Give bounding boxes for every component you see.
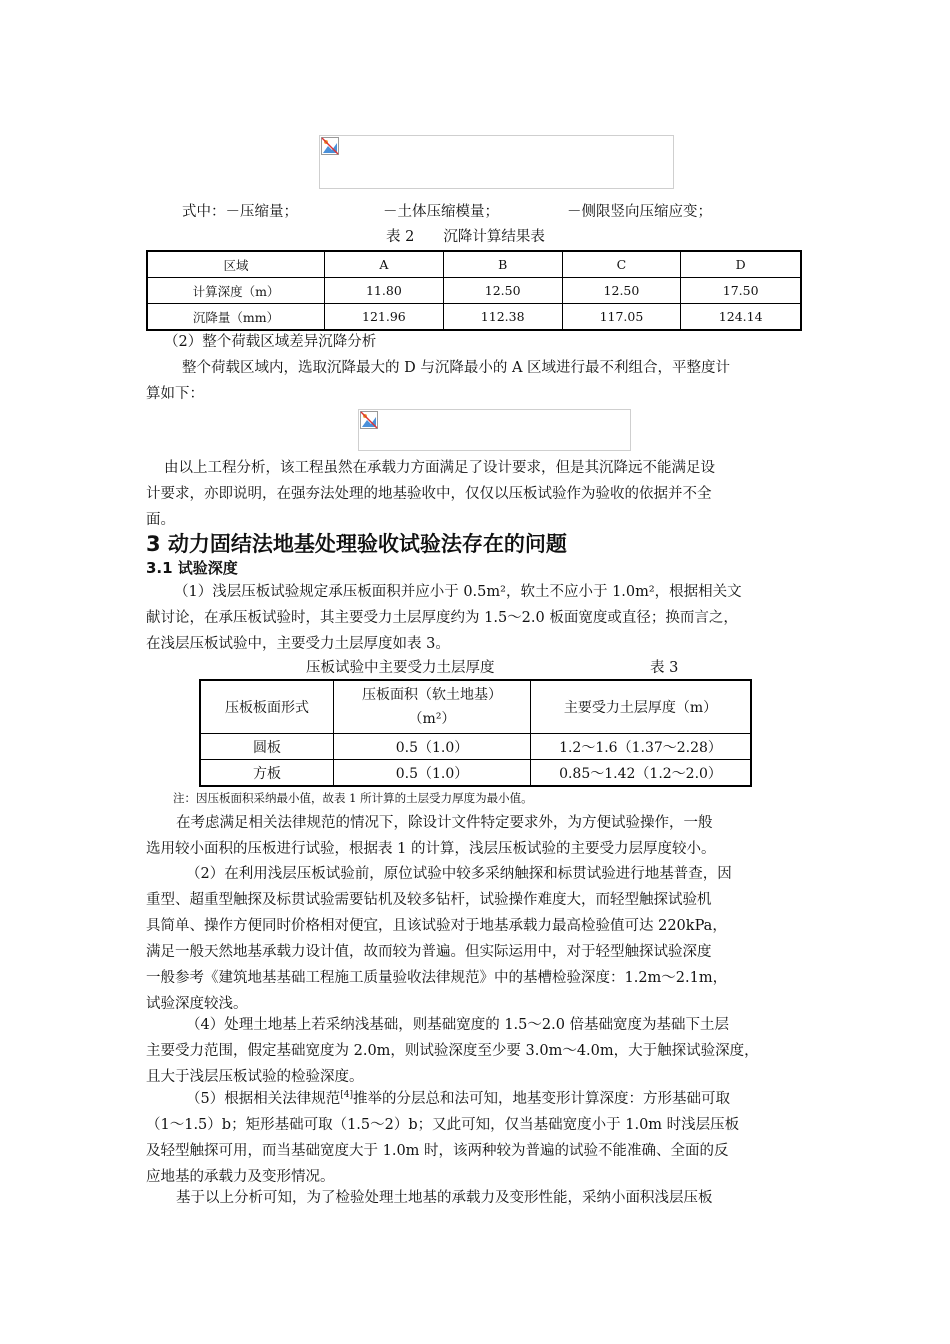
table-cell: 17.50 — [681, 278, 801, 304]
paragraph-line: 及轻型触探可用，而当基础宽度大于 1.0m 时，该两种较为普遍的试验不能准确、全面的反 — [146, 1143, 729, 1159]
paragraph-line: 在浅层压板试验中，主要受力土层厚度如表 3。 — [146, 636, 450, 652]
paragraph-line: 计要求，亦即说明，在强夯法处理的地基验收中，仅仅以压板试验作为验收的依据并不全 — [146, 486, 712, 502]
table-header-row — [147, 251, 801, 278]
section-3-1-title: 3.1 试验深度 — [146, 559, 238, 577]
paragraph-4 — [146, 810, 810, 862]
paragraph-line: 在考虑满足相关法律规范的情况下，除设计文件特定要求外，为方便试验操作，一般 — [176, 815, 713, 831]
formula-desc-prefix: 式中： — [182, 204, 226, 220]
formula-image-2 — [358, 409, 631, 451]
table-cell: 0.5（1.0） — [334, 760, 531, 787]
table-header-cell — [334, 680, 531, 734]
table-cell: 11.80 — [325, 278, 444, 304]
broken-image-icon — [360, 411, 378, 429]
paragraph-line: （4）处理土地基上若采纳浅基础，则基础宽度的 1.5～2.0 倍基础宽度为基础下土层 — [186, 1017, 730, 1033]
table-header-cell: C — [562, 251, 681, 278]
paragraph-line: 一般参考《建筑地基基础工程施工质量验收法律规范》中的基槽检验深度：1.2m～2.1m， — [146, 970, 728, 986]
paragraph-line: 重型、超重型触探及标贯试验需要钻机及较多钻杆，试验操作难度大，而轻型触探试验机 — [146, 892, 712, 908]
formula-desc-item2: －土体压缩模量； — [383, 204, 499, 220]
paragraph-line: 应地基的承载力及变形情况。 — [146, 1169, 335, 1185]
table-cell: 12.50 — [443, 278, 562, 304]
paragraph-line: 且大于浅层压板试验的检验深度。 — [146, 1069, 364, 1085]
subsection-2-title: （2）整个荷载区域差异沉降分析 — [164, 334, 377, 350]
broken-image-icon — [321, 137, 339, 155]
table-cell: 121.96 — [325, 304, 444, 331]
table-row — [147, 278, 801, 304]
section-3-title: 3 动力固结法地基处理验收试验法存在的问题 — [146, 532, 567, 556]
table2-caption: 表 2 沉降计算结果表 — [386, 229, 545, 245]
table-cell: 12.50 — [562, 278, 681, 304]
paragraph-line: 面。 — [146, 512, 175, 528]
paragraph-line: （1～1.5）b；矩形基础可取（1.5～2）b；又此可知，仅当基础宽度小于 1.0m 时浅层压板 — [146, 1117, 740, 1133]
table-header-cell: A — [325, 251, 444, 278]
paragraph-line: 由以上工程分析，该工程虽然在承载力方面满足了设计要求，但是其沉降远不能满足设 — [164, 460, 715, 476]
paragraph-7 — [146, 1086, 810, 1190]
table-cell: 计算深度（m） — [147, 278, 325, 304]
table-cell: 112.38 — [443, 304, 562, 331]
table-cell: 方板 — [200, 760, 334, 787]
table-cell: 圆板 — [200, 734, 334, 760]
paragraph-6 — [146, 1012, 810, 1090]
table-row — [147, 304, 801, 331]
paragraph-line: 主要受力范围，假定基础宽度为 2.0m，则试验深度至少要 3.0m～4.0m，大于触探试验深度， — [146, 1043, 759, 1059]
paragraph-line: （2）在利用浅层压板试验前，原位试验中较多采纳触探和标贯试验进行地基普查，因 — [186, 866, 732, 882]
table3-caption-number: 表 3 — [650, 660, 679, 676]
table-row — [200, 734, 751, 760]
table-cell: 124.14 — [681, 304, 801, 331]
paragraph-line: 整个荷载区域内，选取沉降最大的 D 与沉降最小的 A 区域进行最不利组合，平整度计 — [182, 360, 731, 376]
paragraph-1 — [146, 355, 810, 407]
table-cell: 沉降量（mm） — [147, 304, 325, 331]
table-header-cell: 主要受力土层厚度（m） — [531, 680, 752, 734]
paragraph-line — [146, 1086, 810, 1112]
table-header-line: 压板面积（软土地基） — [362, 687, 502, 703]
table-row — [200, 760, 751, 787]
settlement-table — [146, 250, 802, 331]
citation-ref[interactable]: [4] — [340, 1090, 353, 1101]
table-cell: 117.05 — [562, 304, 681, 331]
paragraph-line: 满足一般天然地基承载力设计值，故而较为普遍。但实际运用中，对于轻型触探试验深度 — [146, 944, 712, 960]
table-header-row — [200, 680, 751, 734]
table-cell: 0.85～1.42（1.2～2.0） — [531, 760, 752, 787]
paragraph-line: 选用较小面积的压板进行试验，根据表 1 的计算，浅层压板试验的主要受力层厚度较小。 — [146, 841, 716, 857]
paragraph-5 — [146, 861, 810, 1017]
formula-desc-item1: －压缩量； — [225, 204, 298, 220]
formula-desc-item3-wrap — [567, 199, 712, 225]
paragraph-line: 献讨论，在承压板试验时，其主要受力土层厚度约为 1.5～2.0 板面宽度或直径；换而言之， — [146, 610, 738, 626]
table-cell: 0.5（1.0） — [334, 734, 531, 760]
table3-caption-title: 压板试验中主要受力土层厚度 — [306, 660, 495, 676]
paragraph-text: 推举的分层总和法可知，地基变形计算深度：方形基础可取 — [352, 1091, 730, 1107]
table-cell: 1.2～1.6（1.37～2.28） — [531, 734, 752, 760]
paragraph-line: 基于以上分析可知，为了检验处理土地基的承载力及变形性能，采纳小面积浅层压板 — [176, 1190, 713, 1206]
paragraph-8 — [146, 1185, 810, 1211]
paragraph-line: 算如下： — [146, 386, 204, 402]
table-header-line: （m²） — [408, 711, 456, 727]
formula-image-1 — [319, 135, 674, 189]
paragraph-text: （5）根据相关法律规范 — [186, 1091, 341, 1107]
paragraph-line: （1）浅层压板试验规定承压板面积并应小于 0.5m²，软土不应小于 1.0m²，根据相关文 — [174, 584, 742, 600]
formula-desc-item2-wrap — [383, 199, 499, 225]
table-header-cell: 压板板面形式 — [200, 680, 334, 734]
paragraph-2 — [146, 455, 810, 533]
plate-test-table — [199, 679, 752, 787]
table-header-cell: D — [681, 251, 801, 278]
paragraph-line: 试验深度较浅。 — [146, 996, 248, 1012]
paragraph-3 — [146, 579, 810, 657]
formula-description — [182, 199, 298, 225]
table-header-cell: B — [443, 251, 562, 278]
table-header-cell: 区域 — [147, 251, 325, 278]
paragraph-line: 具简单、操作方便同时价格相对便宜，且该试验对于地基承载力最高检验值可达 220kPa， — [146, 918, 727, 934]
table3-note: 注：因压板面积采纳最小值，故表 1 所计算的土层受力厚度为最小值。 — [173, 791, 533, 805]
formula-desc-item3: －侧限竖向压缩应变； — [567, 204, 712, 220]
